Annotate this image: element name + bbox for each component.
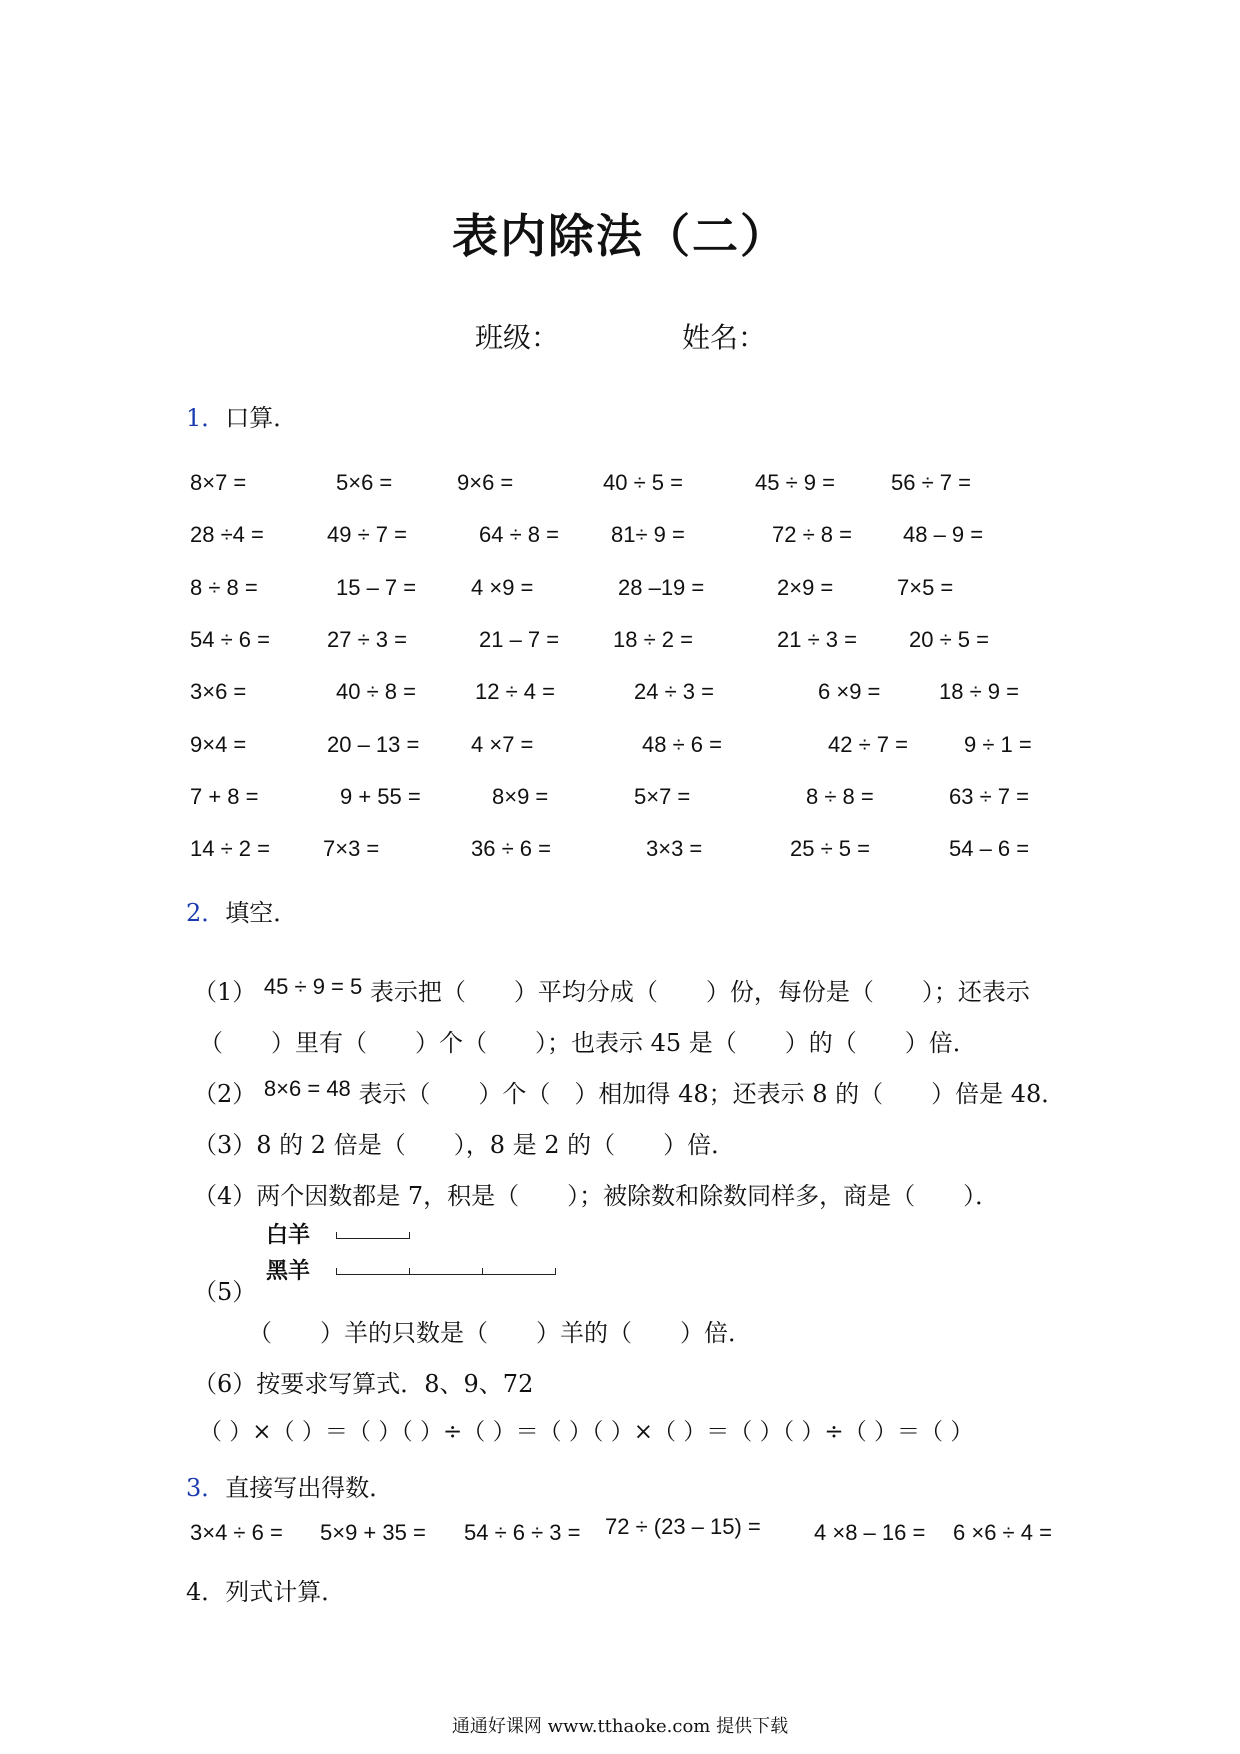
section-3-number: 3 bbox=[186, 1474, 202, 1502]
oral-item: 7×5 = bbox=[897, 575, 954, 600]
direct-item: 4 ×8 – 16 = bbox=[814, 1520, 926, 1545]
section-4-heading: 4．列式计算． bbox=[186, 1578, 346, 1606]
oral-item: 9×4 = bbox=[190, 732, 247, 757]
white-sheep-label: 白羊 bbox=[266, 1222, 311, 1248]
oral-item: 9 ÷ 1 = bbox=[964, 732, 1032, 757]
section-1-number: 1 bbox=[186, 404, 202, 432]
fill-q4: （4）两个因数都是 7，积是（ ）；被除数和除数同样多，商是（ ）． bbox=[193, 1182, 1000, 1210]
oral-item: 54 – 6 = bbox=[949, 836, 1030, 861]
direct-item: 5×9 + 35 = bbox=[320, 1520, 426, 1545]
oral-item: 7 + 8 = bbox=[190, 784, 259, 809]
oral-item: 8×9 = bbox=[492, 784, 549, 809]
oral-item: 21 – 7 = bbox=[479, 627, 560, 652]
oral-item: 72 ÷ 8 = bbox=[772, 522, 852, 547]
oral-item: 48 – 9 = bbox=[903, 522, 984, 547]
oral-item: 9×6 = bbox=[457, 470, 514, 495]
oral-item: 48 ÷ 6 = bbox=[642, 732, 722, 757]
name-label: 姓名： bbox=[682, 321, 767, 354]
fill-q3: （3）8 的 2 倍是（ ），8 是 2 的（ ）倍． bbox=[193, 1131, 736, 1159]
oral-item: 4 ×7 = bbox=[471, 732, 534, 757]
direct-item: 6 ×6 ÷ 4 = bbox=[953, 1520, 1052, 1545]
black-tick-0 bbox=[336, 1268, 337, 1275]
oral-item: 4 ×9 = bbox=[471, 575, 534, 600]
white-sheep-segment bbox=[336, 1238, 410, 1239]
oral-item: 20 – 13 = bbox=[327, 732, 420, 757]
black-sheep-segment bbox=[336, 1274, 556, 1275]
oral-item: 6 ×9 = bbox=[818, 679, 881, 704]
fill-q5-prefix: （5） bbox=[193, 1278, 257, 1306]
oral-item: 28 ÷4 = bbox=[190, 522, 264, 547]
fill-q6: （6）按要求写算式．8、9、72 bbox=[193, 1370, 534, 1398]
fill-q2: （2） 8×6 = 48 表示（ ）个（ ）相加得 48；还表示 8 的（ ）倍是 48． bbox=[193, 1076, 1066, 1108]
oral-item: 28 –19 = bbox=[618, 575, 705, 600]
black-sheep-label: 黑羊 bbox=[266, 1258, 311, 1284]
oral-item: 63 ÷ 7 = bbox=[949, 784, 1029, 809]
oral-item: 5×7 = bbox=[634, 784, 691, 809]
black-tick-2 bbox=[482, 1268, 483, 1275]
page-title: 表内除法（二） bbox=[452, 209, 788, 263]
oral-item: 49 ÷ 7 = bbox=[327, 522, 407, 547]
oral-item: 40 ÷ 5 = bbox=[603, 470, 683, 495]
oral-item: 25 ÷ 5 = bbox=[790, 836, 870, 861]
oral-item: 24 ÷ 3 = bbox=[634, 679, 714, 704]
oral-item: 18 ÷ 2 = bbox=[613, 627, 693, 652]
oral-item: 18 ÷ 9 = bbox=[939, 679, 1019, 704]
section-2-heading: 2．填空． bbox=[186, 899, 298, 927]
oral-item: 45 ÷ 9 = bbox=[755, 470, 835, 495]
section-2-text: 填空． bbox=[225, 899, 298, 927]
section-1-text: 口算． bbox=[225, 404, 298, 432]
black-tick-3 bbox=[555, 1268, 556, 1275]
fill-q5-text: （ ）羊的只数是（ ）羊的（ ）倍． bbox=[248, 1319, 752, 1347]
oral-item: 40 ÷ 8 = bbox=[336, 679, 416, 704]
section-4-number: 4 bbox=[186, 1578, 202, 1606]
oral-item: 8×7 = bbox=[190, 470, 247, 495]
section-3-heading: 3．直接写出得数． bbox=[186, 1474, 394, 1502]
fill-q1-expression: 45 ÷ 9 = 5 bbox=[263, 974, 363, 999]
white-tick-end bbox=[409, 1232, 410, 1239]
white-tick-start bbox=[336, 1232, 337, 1239]
oral-item: 20 ÷ 5 = bbox=[909, 627, 989, 652]
oral-item: 21 ÷ 3 = bbox=[777, 627, 857, 652]
oral-item: 12 ÷ 4 = bbox=[475, 679, 555, 704]
oral-item: 3×6 = bbox=[190, 679, 247, 704]
fill-q2-expression: 8×6 = 48 bbox=[263, 1076, 351, 1101]
fill-q6-blanks: （ ）×（ ）＝（ ）（ ）÷（ ）＝（ ）（ ）×（ ）＝（ ）（ ）÷（ ）＝（ ） bbox=[199, 1419, 974, 1445]
oral-item: 2×9 = bbox=[777, 575, 834, 600]
black-tick-1 bbox=[409, 1268, 410, 1275]
fill-q1-line2: （ ）里有（ ）个（ ）；也表示 45 是（ ）的（ ）倍． bbox=[199, 1029, 977, 1057]
section-3-text: 直接写出得数． bbox=[225, 1474, 394, 1502]
oral-item: 9 + 55 = bbox=[340, 784, 421, 809]
oral-item: 8 ÷ 8 = bbox=[190, 575, 258, 600]
class-label: 班级： bbox=[475, 321, 560, 354]
oral-item: 64 ÷ 8 = bbox=[479, 522, 559, 547]
section-2-number: 2 bbox=[186, 899, 202, 927]
section-1-heading: 1．口算． bbox=[186, 404, 298, 432]
fill-q1-line1: （1） 45 ÷ 9 = 5 表示把（ ）平均分成（ ）份，每份是（ ）；还表示 bbox=[193, 974, 1030, 1006]
oral-item: 8 ÷ 8 = bbox=[806, 784, 874, 809]
oral-item: 54 ÷ 6 = bbox=[190, 627, 270, 652]
oral-item: 36 ÷ 6 = bbox=[471, 836, 551, 861]
section-4-text: 列式计算． bbox=[225, 1578, 346, 1606]
oral-item: 56 ÷ 7 = bbox=[891, 470, 971, 495]
footer: 通通好课网 www.tthaoke.com 提供下载 bbox=[451, 1716, 789, 1737]
oral-item: 3×3 = bbox=[646, 836, 703, 861]
oral-item: 14 ÷ 2 = bbox=[190, 836, 270, 861]
oral-item: 5×6 = bbox=[336, 470, 393, 495]
direct-item: 3×4 ÷ 6 = bbox=[190, 1520, 283, 1545]
direct-item: 72 ÷ (23 – 15) = bbox=[605, 1514, 761, 1539]
oral-item: 27 ÷ 3 = bbox=[327, 627, 407, 652]
oral-item: 15 – 7 = bbox=[336, 575, 417, 600]
oral-item: 81÷ 9 = bbox=[611, 522, 685, 547]
oral-item: 42 ÷ 7 = bbox=[828, 732, 908, 757]
direct-item: 54 ÷ 6 ÷ 3 = bbox=[464, 1520, 581, 1545]
oral-item: 7×3 = bbox=[323, 836, 380, 861]
